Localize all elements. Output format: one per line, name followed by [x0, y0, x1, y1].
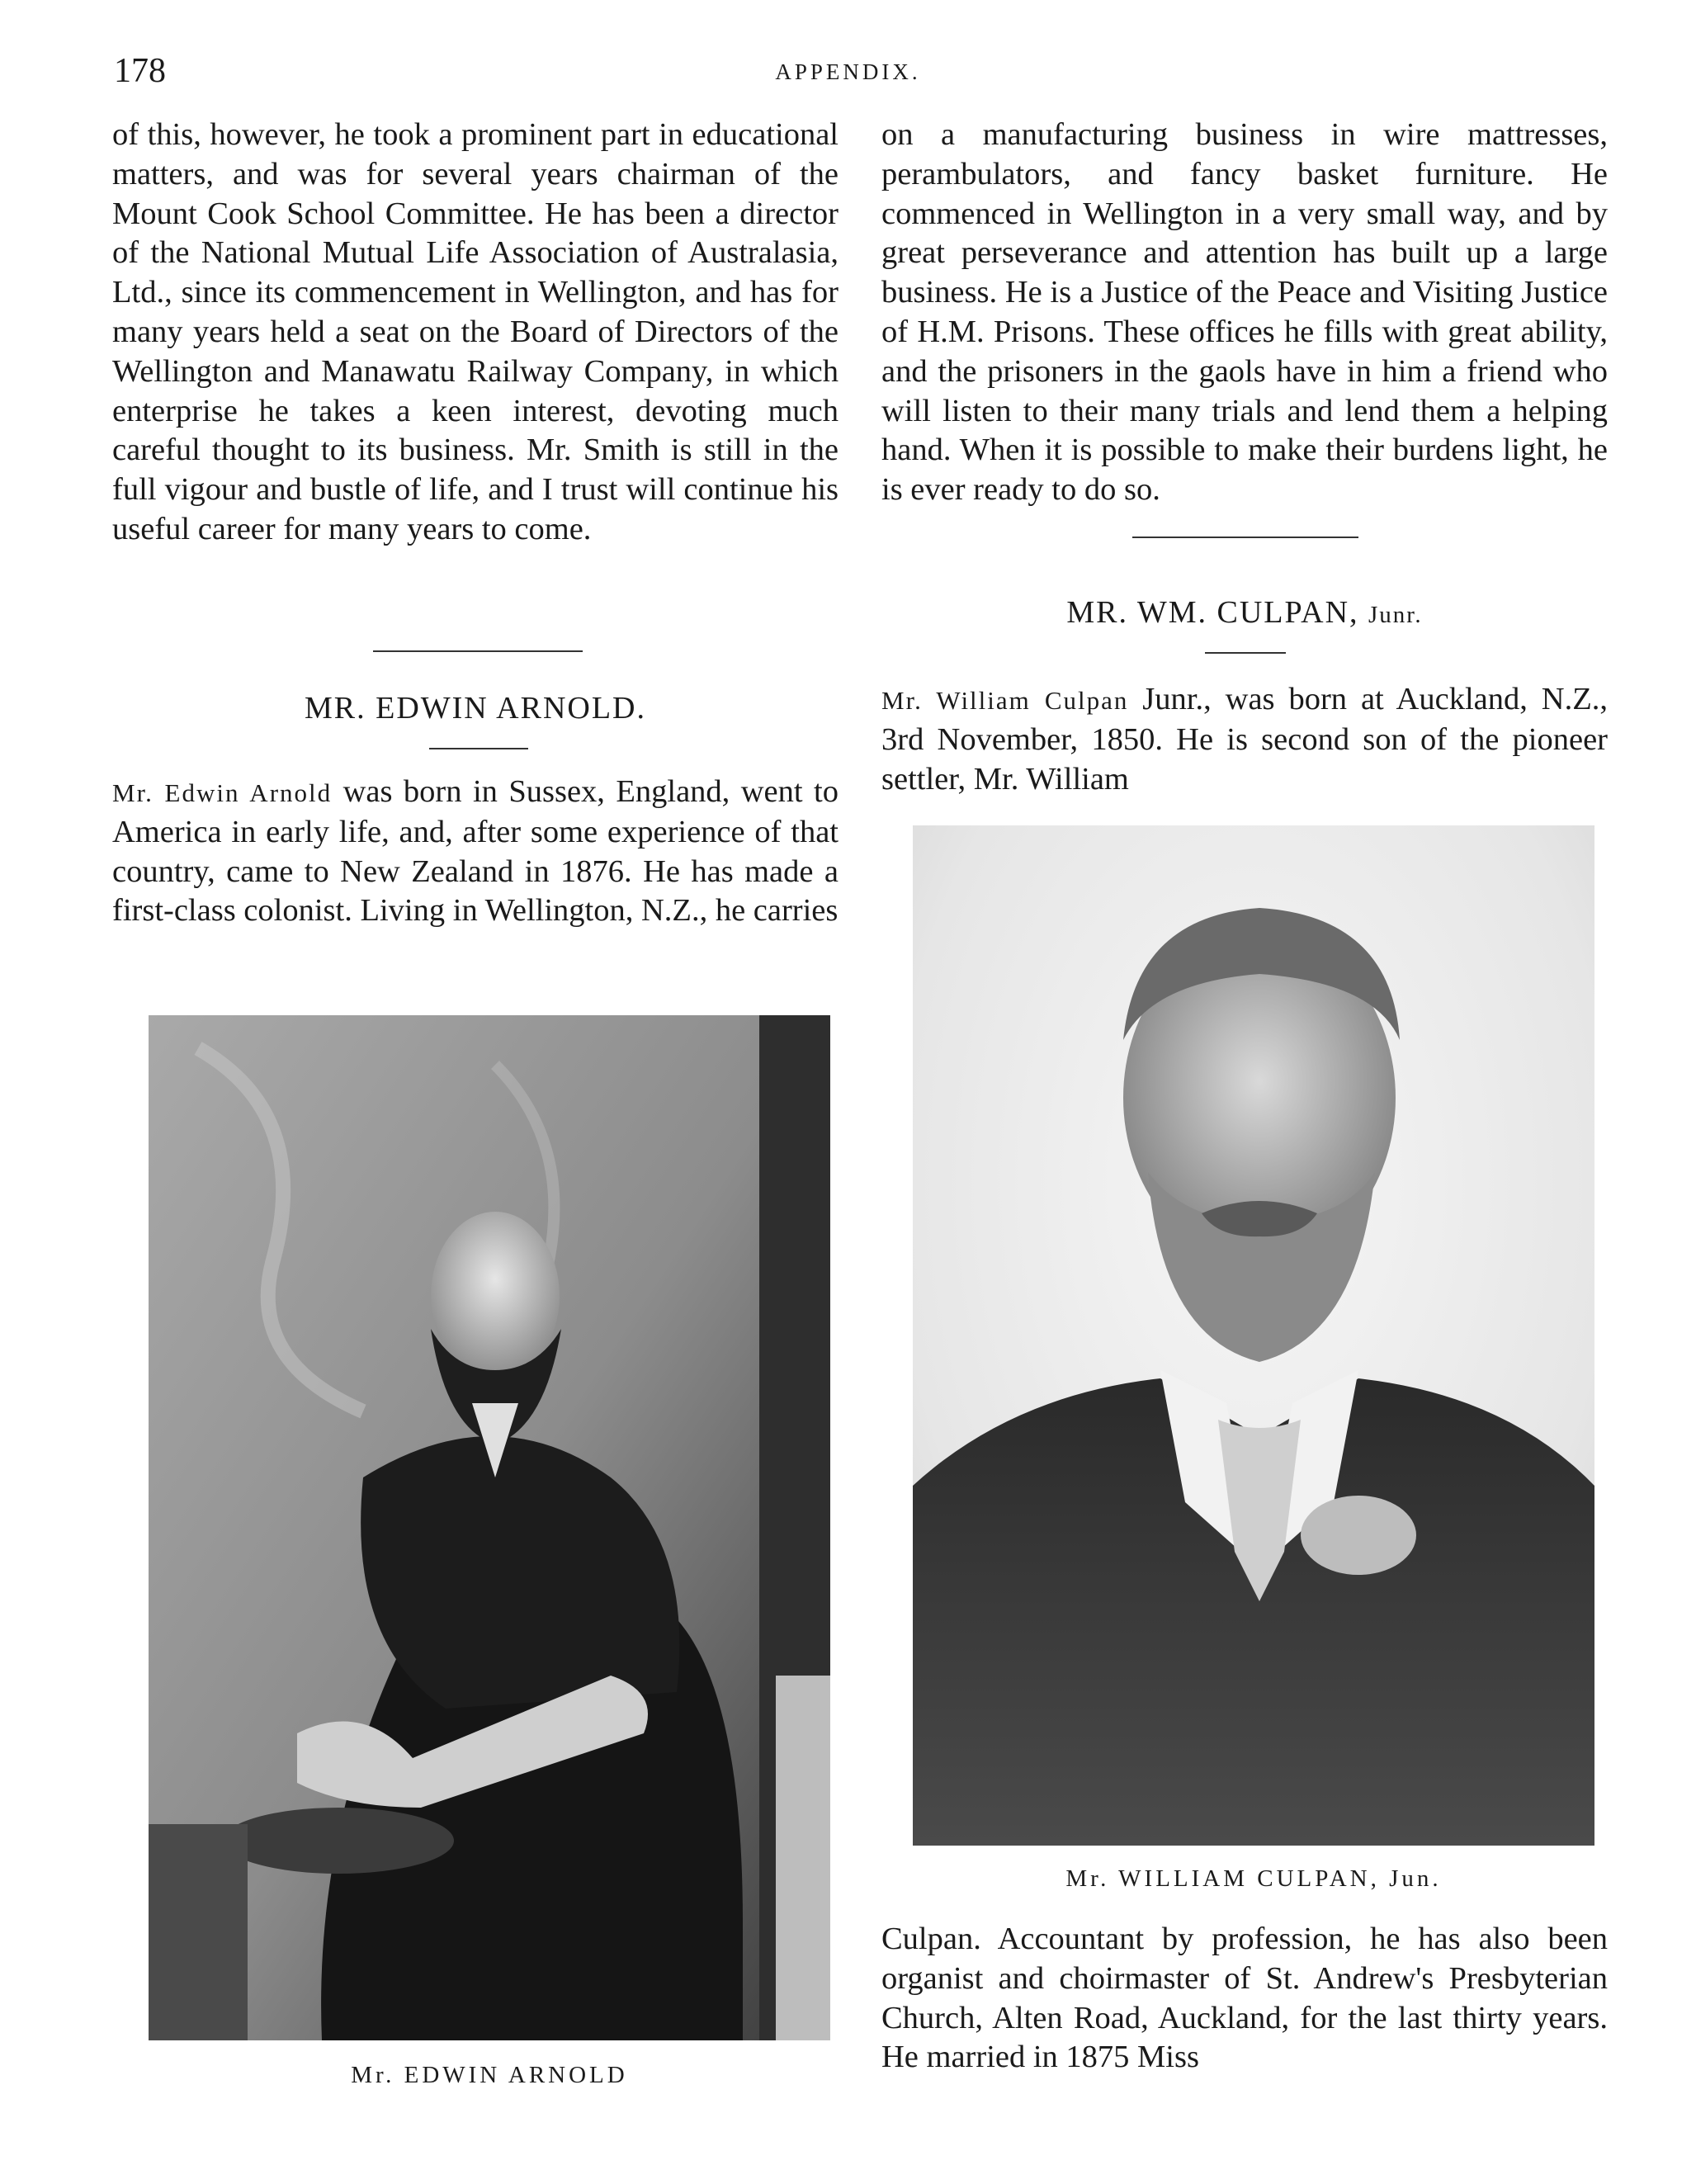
- william-culpan-photo: [913, 825, 1594, 1846]
- arnold-caption: Mr. EDWIN ARNOLD: [351, 2062, 628, 2088]
- arnold-heading-wrap: [112, 690, 839, 726]
- arnold-paragraph: [112, 773, 839, 931]
- heading-underline-arnold: [429, 748, 528, 749]
- culpan-intro-paragraph: [881, 680, 1608, 799]
- section-rule-right: [1132, 537, 1358, 538]
- page-number: 178: [114, 52, 166, 90]
- arnold-lead-smallcaps: Mr. Edwin Arnold: [112, 778, 333, 807]
- smith-continuation-paragraph: of this, however, he took a prominent part in educational matters, and was for several years chairman of the Mount Cook School Committee. He has been a director of the National Mutual Life Association of Australasia, Ltd., since its commencement in Wellington, and has for many years held a seat on the Board of Directors of the Wellington and Manawatu Railway Company, in which enterprise he takes a keen interest, devoting much careful thought to its business. Mr. Smith is still in the full vigour and bustle of life, and I trust will continue his useful career for many years to come.: [112, 117, 839, 546]
- running-head: APPENDIX.: [775, 59, 921, 84]
- culpan-intro-text: Junr., was born at Auckland, N.Z., 3rd November, 1850. He is second son of the pioneer settler, Mr. William: [881, 682, 1608, 797]
- section-rule-top: [373, 650, 583, 652]
- arnold-continuation-paragraph: on a manufacturing business in wire mattresses, perambulators, and fancy basket furniture. He commenced in Wellington in a very small way, and by great perseverance and attention has built up a large business. He is a Justice of the Peace and Visiting Justice of H.M. Prisons. These offices he fills with great ability, and the prisoners in the gaols have in him a friend who will listen to their many trials and lend them a helping hand. When it is possible to make their burdens light, he is ever ready to do so.: [881, 117, 1608, 508]
- culpan-heading: [881, 594, 1608, 631]
- culpan-lead-smallcaps: Mr. William Culpan: [881, 686, 1129, 715]
- arnold-paragraph-wrap: [112, 773, 839, 931]
- arnold-heading: MR. EDWIN ARNOLD.: [305, 691, 646, 726]
- culpan-heading-wrap: [881, 594, 1608, 631]
- culpan-intro-wrap: [881, 680, 1608, 799]
- edwin-arnold-portrait-image: [149, 1015, 830, 2040]
- heading-underline-culpan: [1205, 652, 1286, 654]
- william-culpan-portrait-image: [913, 825, 1594, 1846]
- culpan-continued-paragraph: Culpan. Accountant by profession, he has also been organist and choirmaster of St. Andrew's Presbyterian Church, Alten Road, Auckland, for the last thirty years. He married in 1875 Miss: [881, 1922, 1608, 2075]
- right-column: [881, 116, 1608, 510]
- culpan-caption: Mr. WILLIAM CULPAN, Jun.: [1065, 1865, 1442, 1892]
- culpan-heading-suffix: Junr.: [1368, 602, 1423, 628]
- left-column: [112, 116, 839, 550]
- edwin-arnold-photo: [149, 1015, 830, 2040]
- arnold-body-text: was born in Sussex, England, went to America in early life, and, after some experience of that country, came to New Zealand in 1876. He has made a first-class colonist. Living in Wellington, N.Z., he carries: [112, 774, 839, 929]
- culpan-continued-wrap: [881, 1920, 1608, 2078]
- culpan-heading-main: MR. WM. CULPAN,: [1066, 595, 1369, 630]
